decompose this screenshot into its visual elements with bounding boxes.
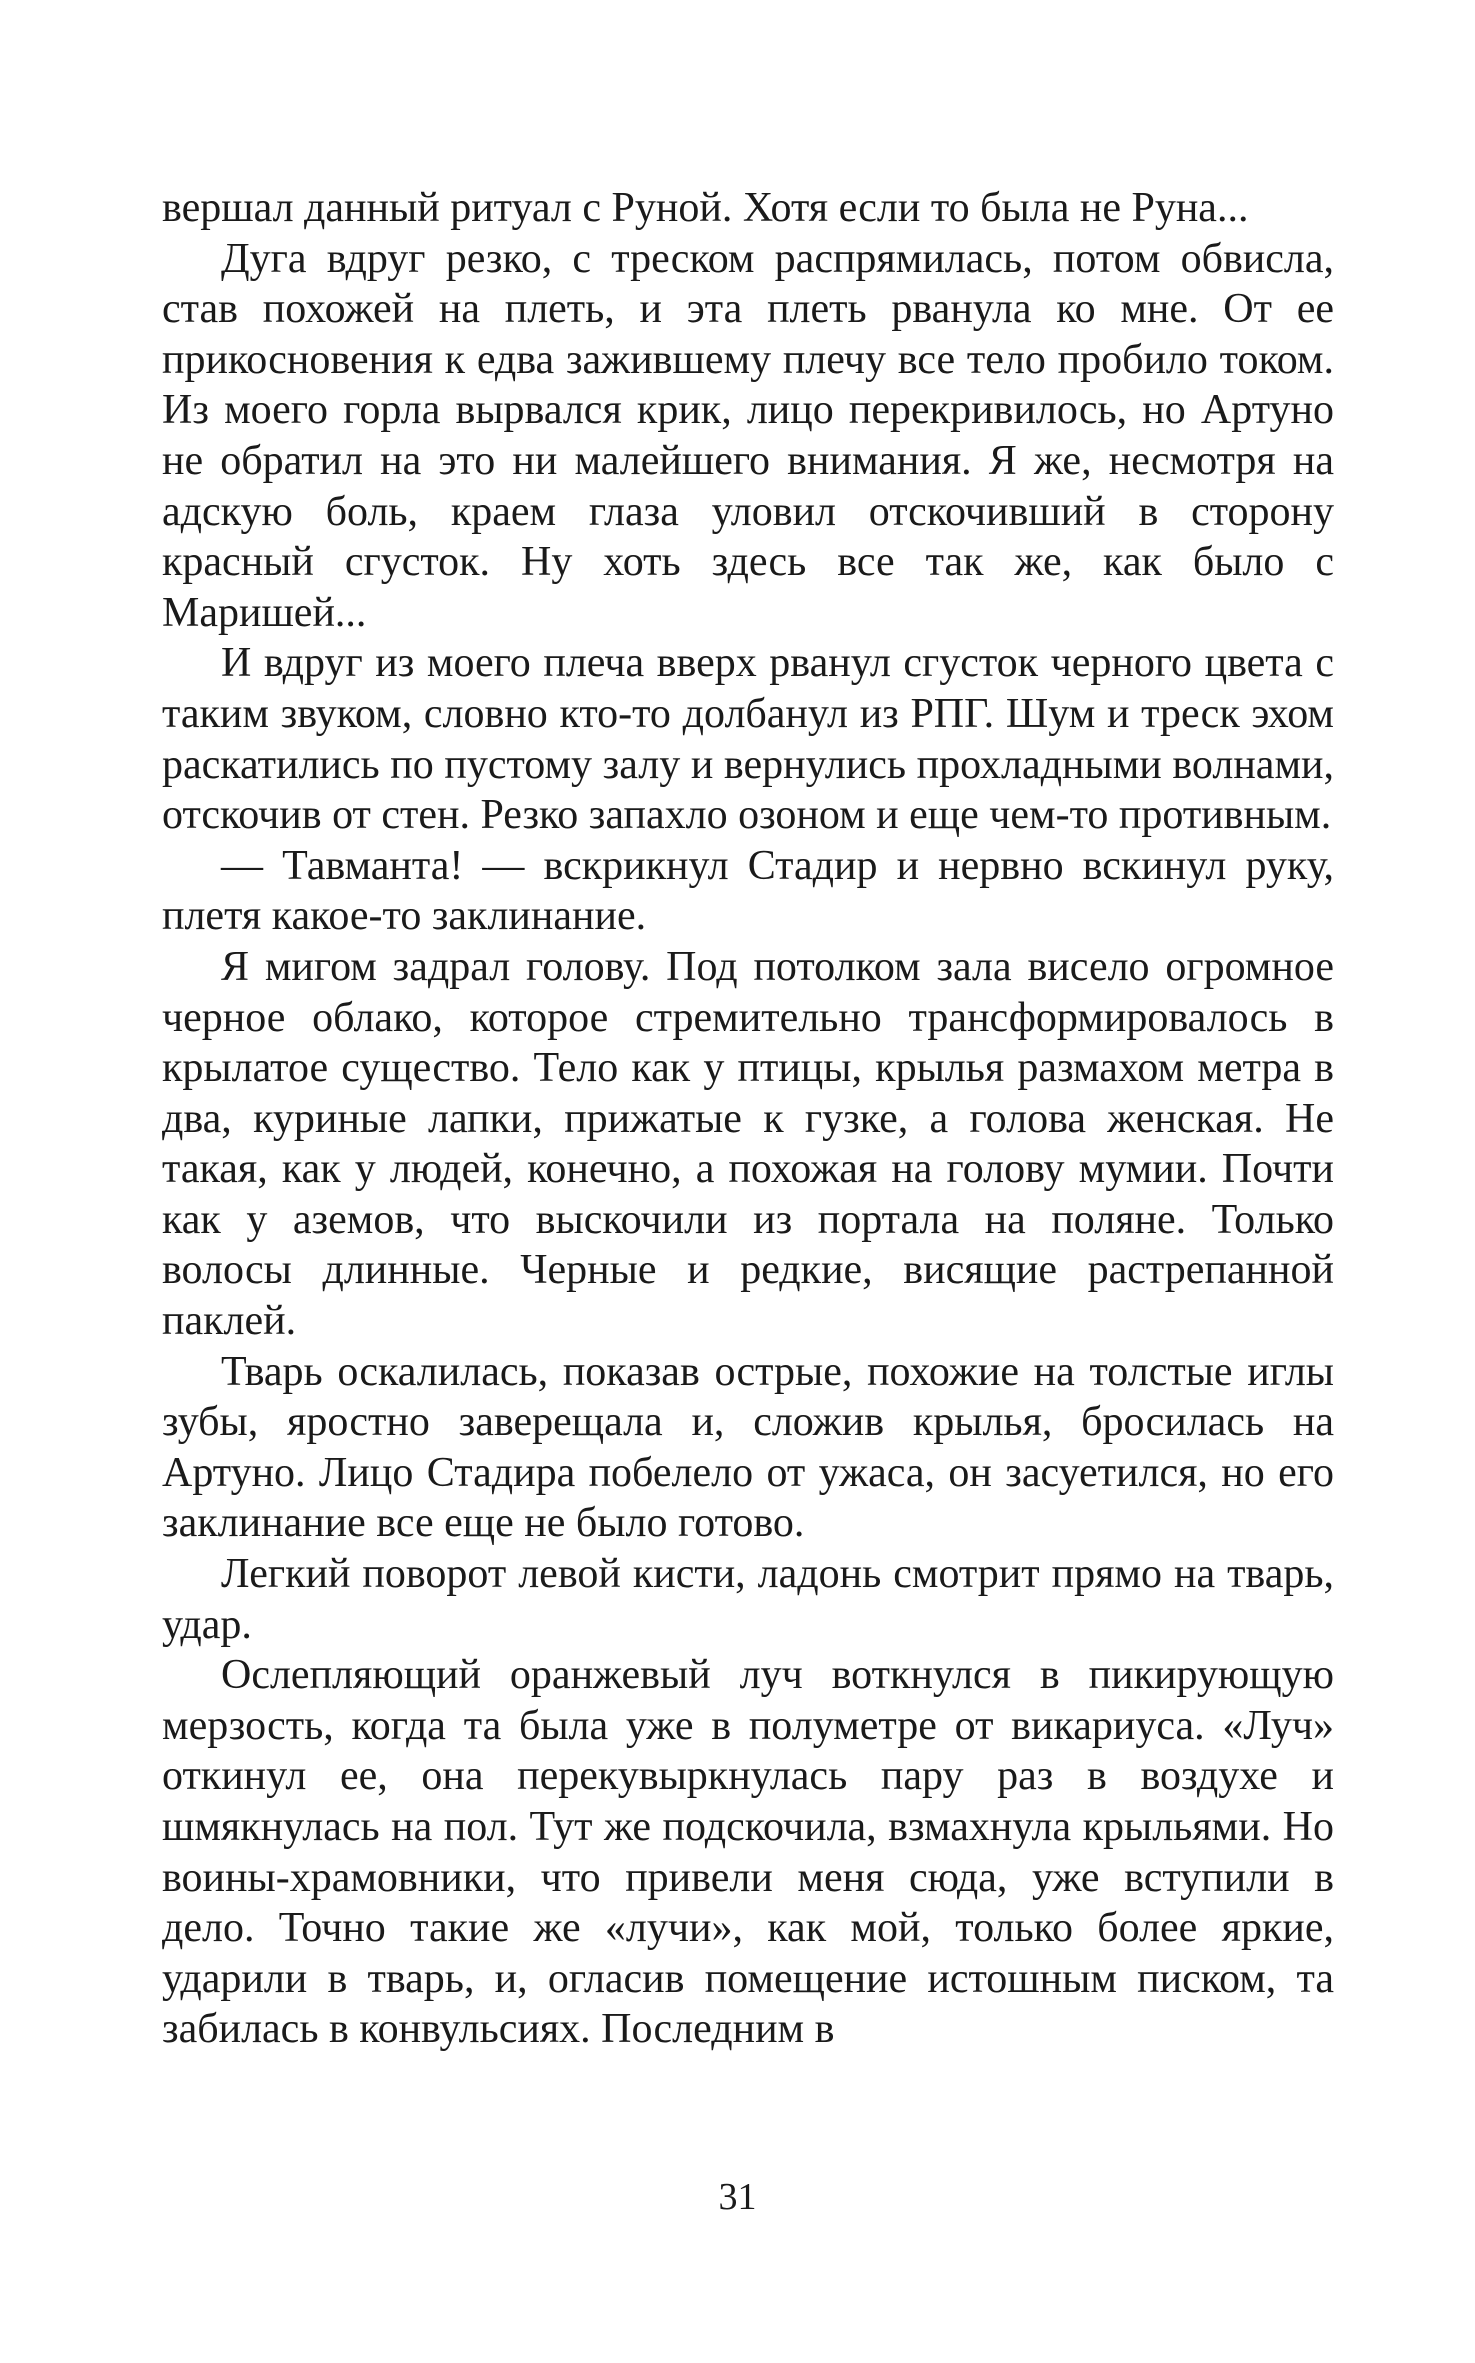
paragraph-5: Я мигом задрал голову. Под потолком зала висело огромное черное облако, которое стремительно трансформировалось в крылатое существо. Тело как у птицы, крылья размахом метра в два, куриные лапки, прижатые к гузке, а голова женская. Не такая, как у людей, конечно, а похожая на голову мумии. Почти как у аземов, что выскочили из портала на поляне. Только волосы длинные. Черные и редкие, висящие растрепанной паклей. xyxy=(162,943,1334,1345)
body-text xyxy=(162,183,1334,2055)
page-number: 31 xyxy=(718,2176,757,2218)
paragraph-7: Легкий поворот левой кисти, ладонь смотрит прямо на тварь, удар. xyxy=(162,1551,1334,1648)
paragraph-4: — Тавманта! — вскрикнул Стадир и нервно вскинул руку, плетя какое-то заклинание. xyxy=(162,842,1334,940)
paragraph-6: Тварь оскалилась, показав острые, похожие на толстые иглы зубы, яростно заверещала и, сложив крылья, бросилась на Артуно. Лицо Стадира побелело от ужаса, он засуетился, но его заклинание все еще не было готово. xyxy=(162,1348,1334,1547)
paragraph-8: Ослепляющий оранжевый луч воткнулся в пикирующую мерзость, когда та была уже в полуметре от викариуса. «Луч» откинул ее, она перекувыркнулась пару раз в воздухе и шмякнулась на пол. Тут же подскочила, взмахнула крыльями. Но воины-храмовники, что привели меня сюда, уже вступили в дело. Точно такие же «лучи», как мой, только более яркие, ударили в тварь, и, огласив помещение истошным писком, та забилась в конвульсиях. Последним в xyxy=(162,1652,1334,2053)
paragraph-2: Дуга вдруг резко, с треском распрямилась, потом обвисла, став похожей на плеть, и эта плеть рванула ко мне. От ее прикосновения к едва зажившему плечу все тело пробило током. Из моего горла вырвался крик, лицо перекривилось, но Артуно не обратил на это ни малейшего внимания. Я же, несмотря на адскую боль, краем глаза уловил отскочивший в сторону красный сгусток. Ну хоть здесь все так же, как было с Маришей... xyxy=(162,235,1334,636)
paragraph-1: вершал данный ритуал с Руной. Хотя если то была не Руна... xyxy=(162,185,1249,231)
paragraph-3: И вдруг из моего плеча вверх рванул сгусток черного цвета с таким звуком, словно кто-то долбанул из РПГ. Шум и треск эхом раскатились по пустому залу и вернулись прохладными волнами, отскочив от стен. Резко запахло озоном и еще чем-то противным. xyxy=(162,640,1334,839)
